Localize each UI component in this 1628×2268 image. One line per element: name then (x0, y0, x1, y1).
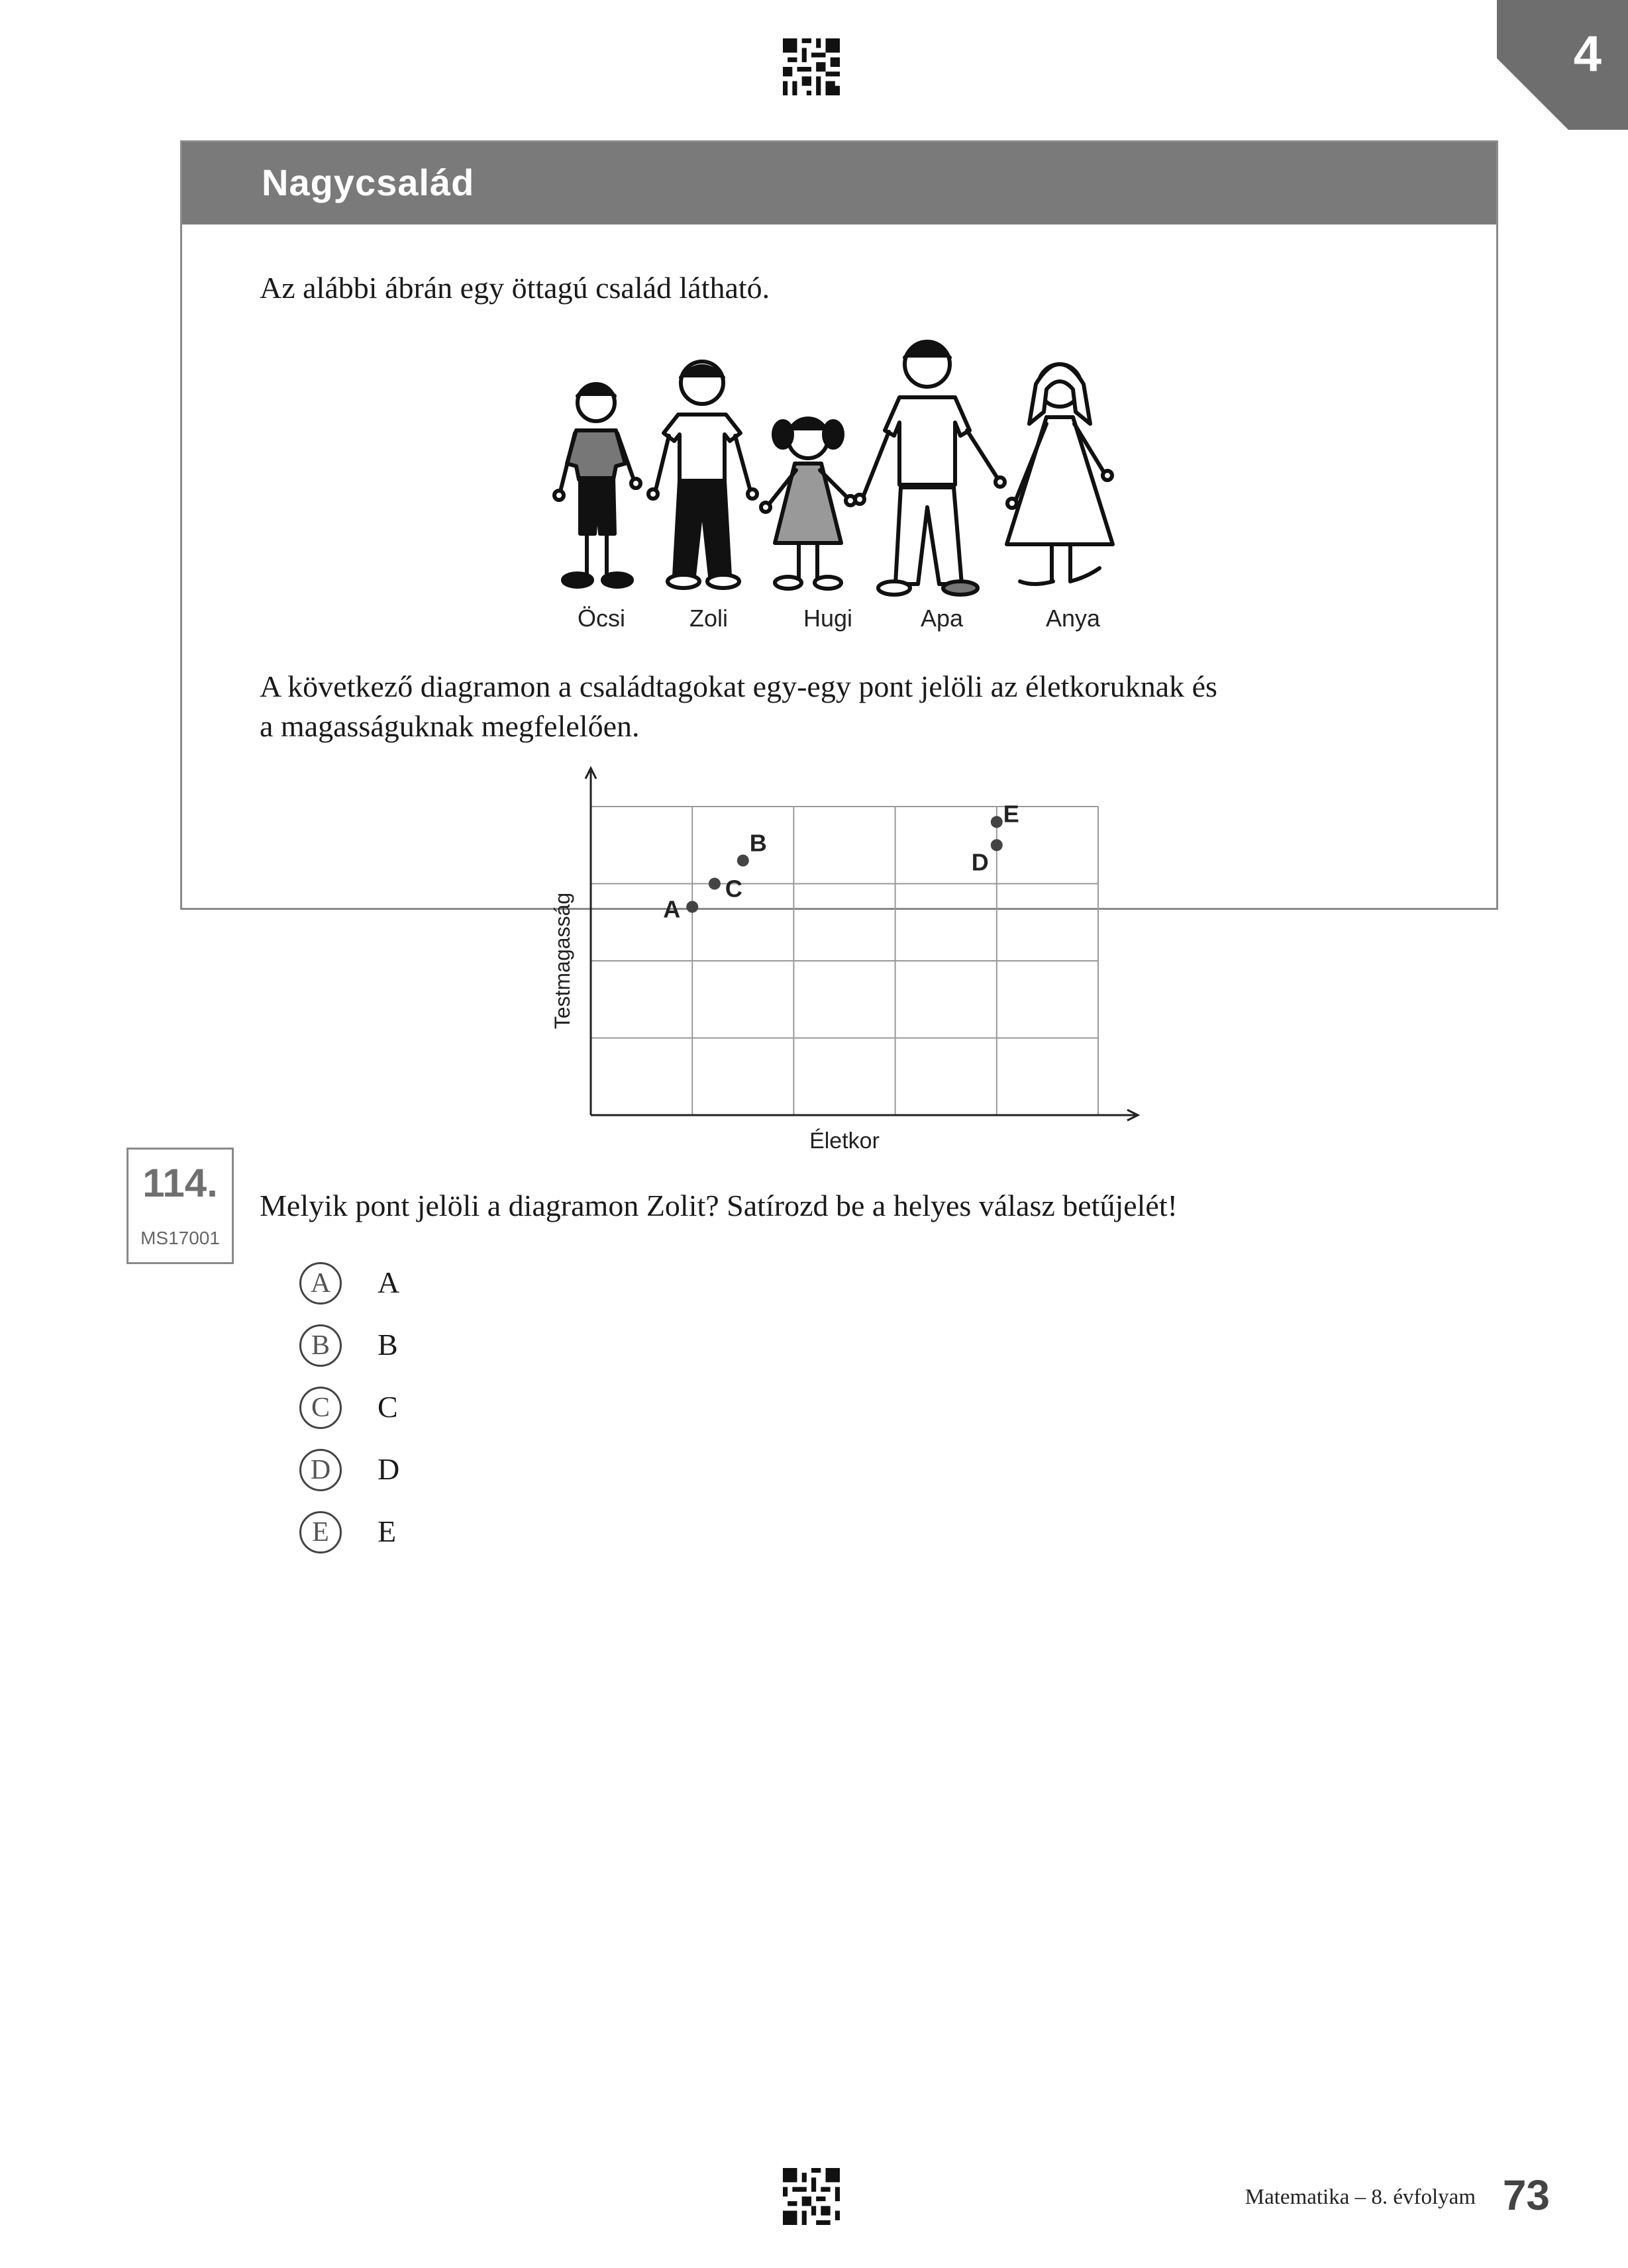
footer-subject: Matematika – 8. évfolyam (1245, 2185, 1476, 2209)
figure-anya (1007, 364, 1113, 584)
figure-hugi (761, 419, 855, 589)
question-number: 114. (142, 1161, 218, 1205)
point-label-e: E (1003, 800, 1019, 828)
figure-ocsi (554, 384, 640, 587)
answer-bubble-e[interactable]: E (299, 1511, 342, 1553)
name-label-apa: Apa (920, 605, 964, 632)
bottom-qr-code (783, 2168, 840, 2225)
x-axis-label: Életkor (809, 1128, 880, 1154)
panel-header (182, 142, 1496, 224)
name-label-ocsi: Öcsi (578, 605, 625, 632)
point-label-b: B (749, 829, 767, 857)
question-number-box (127, 1148, 234, 1264)
y-axis-label: Testmagasság (550, 892, 574, 1030)
point-label-a: A (663, 895, 681, 923)
top-qr-code (783, 38, 840, 95)
point-label-d: D (971, 848, 989, 876)
family-illustration (536, 324, 1146, 642)
point-a (686, 901, 698, 912)
point-c (709, 878, 721, 890)
name-label-zoli: Zoli (689, 605, 729, 632)
question-code: MS17001 (140, 1228, 220, 1248)
diagram-intro-line2: a magasságuknak megfelelően. (260, 709, 640, 743)
answer-bubble-c[interactable]: C (299, 1387, 342, 1429)
answer-text-b: B (378, 1328, 398, 1361)
point-e (991, 816, 1003, 828)
page-number: 73 (1502, 2171, 1550, 2219)
chapter-tab-shape (1497, 0, 1628, 130)
figure-zoli (648, 362, 757, 588)
point-b (737, 855, 749, 867)
diagram-intro-line1: A következő diagramon a családtagokat egy-egy pont jelöli az életkoruknak és (260, 669, 1217, 703)
answer-text-e: E (378, 1514, 397, 1548)
answer-text-d: D (378, 1452, 400, 1486)
figure-apa (855, 342, 1005, 595)
section-title: Nagycsalád (262, 162, 475, 203)
answer-text-c: C (378, 1390, 398, 1424)
answer-bubble-b[interactable]: B (299, 1324, 342, 1367)
answer-text-a: A (378, 1265, 400, 1299)
point-d (991, 839, 1003, 851)
age-height-scatter-chart (530, 762, 1152, 1159)
answer-bubble-d[interactable]: D (299, 1449, 342, 1491)
point-label-c: C (725, 875, 742, 903)
intro-text: Az alábbi ábrán egy öttagú család látható. (260, 271, 770, 305)
question-text: Melyik pont jelöli a diagramon Zolit? Satírozd be a helyes válasz betűjelét! (260, 1189, 1178, 1222)
name-label-anya: Anya (1045, 605, 1101, 632)
chapter-number: 4 (1573, 26, 1602, 82)
name-label-hugi: Hugi (803, 605, 853, 632)
answer-bubble-a[interactable]: A (299, 1262, 342, 1305)
